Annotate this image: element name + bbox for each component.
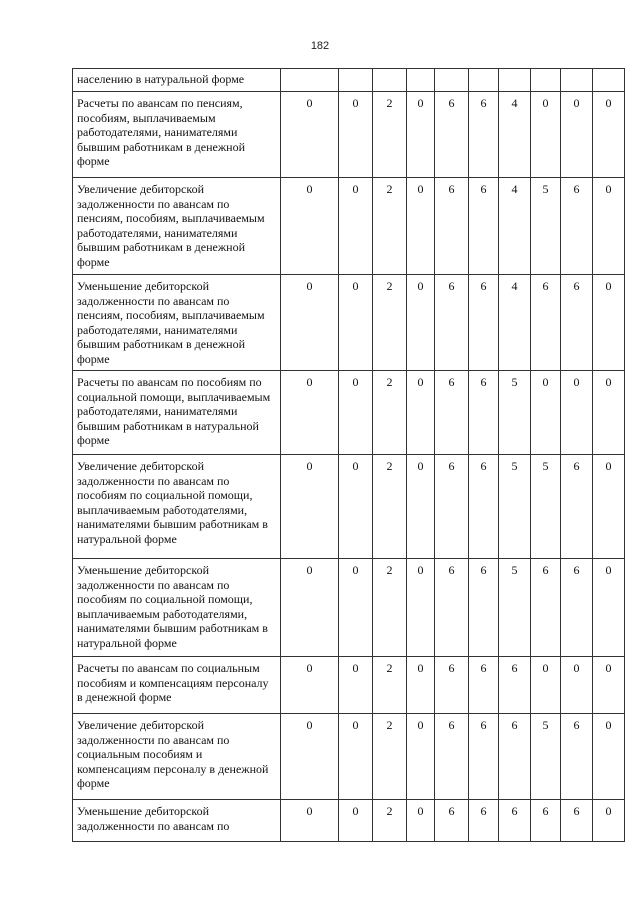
row-label: Уменьшение дебиторской задолженности по авансам по пенсиям, пособиям, выплачиваемым работодателями, нанимателями бывшим работникам в денежной форме <box>73 275 281 371</box>
row-label: Расчеты по авансам по социальным пособиям и компенсациям персоналу в денежной форме <box>73 657 281 714</box>
row-label: Увеличение дебиторской задолженности по авансам по социальным пособиям и компенсациям персоналу в денежной форме <box>73 714 281 800</box>
code-cell: 0 <box>281 371 339 455</box>
code-cell: 6 <box>561 275 593 371</box>
code-cell: 2 <box>373 559 407 657</box>
code-cell: 0 <box>281 559 339 657</box>
row-label: Увеличение дебиторской задолженности по авансам по пособиям по социальной помощи, выплачиваемым работодателями, нанимателями бывшим работникам в натуральной форме <box>73 455 281 559</box>
code-cell: 0 <box>339 800 373 842</box>
code-cell: 0 <box>593 559 625 657</box>
table-row <box>73 455 625 559</box>
code-cell <box>499 69 531 92</box>
code-cell <box>281 69 339 92</box>
table-row <box>73 178 625 275</box>
code-cell: 0 <box>407 92 435 178</box>
row-label: Расчеты по авансам по пособиям по социальной помощи, выплачиваемым работодателями, нанимателями бывшим работникам в натуральной форме <box>73 371 281 455</box>
code-cell: 0 <box>339 714 373 800</box>
code-cell <box>593 69 625 92</box>
code-cell: 6 <box>469 714 499 800</box>
code-cell: 0 <box>561 657 593 714</box>
code-cell: 6 <box>469 657 499 714</box>
row-label: населению в натуральной форме <box>73 69 281 92</box>
code-cell: 0 <box>593 275 625 371</box>
code-cell: 6 <box>499 800 531 842</box>
code-cell: 2 <box>373 178 407 275</box>
code-cell <box>469 69 499 92</box>
code-cell: 6 <box>531 559 561 657</box>
code-cell: 0 <box>281 800 339 842</box>
code-cell: 6 <box>499 657 531 714</box>
code-cell: 0 <box>339 455 373 559</box>
code-cell: 0 <box>281 714 339 800</box>
code-cell: 0 <box>407 559 435 657</box>
code-cell <box>435 69 469 92</box>
code-cell: 0 <box>339 657 373 714</box>
code-cell: 0 <box>281 178 339 275</box>
code-cell: 6 <box>469 559 499 657</box>
code-cell: 0 <box>339 559 373 657</box>
code-cell: 6 <box>561 559 593 657</box>
code-cell: 0 <box>281 275 339 371</box>
accounts-table <box>72 68 625 842</box>
code-cell: 6 <box>561 455 593 559</box>
code-cell: 6 <box>435 275 469 371</box>
code-cell: 6 <box>561 178 593 275</box>
code-cell: 0 <box>339 275 373 371</box>
code-cell: 5 <box>531 714 561 800</box>
table-row <box>73 92 625 178</box>
code-cell: 6 <box>435 559 469 657</box>
code-cell: 0 <box>407 275 435 371</box>
code-cell: 6 <box>561 714 593 800</box>
code-cell: 0 <box>407 800 435 842</box>
code-cell: 0 <box>281 92 339 178</box>
code-cell: 0 <box>593 455 625 559</box>
code-cell <box>531 69 561 92</box>
code-cell: 0 <box>593 800 625 842</box>
code-cell: 0 <box>561 92 593 178</box>
code-cell: 0 <box>407 455 435 559</box>
row-label: Увеличение дебиторской задолженности по авансам по пенсиям, пособиям, выплачиваемым работодателями, нанимателями бывшим работникам в денежной форме <box>73 178 281 275</box>
row-label: Расчеты по авансам по пенсиям, пособиям, выплачиваемым работодателями, нанимателями бывшим работникам в денежной форме <box>73 92 281 178</box>
table-row <box>73 657 625 714</box>
code-cell: 6 <box>435 455 469 559</box>
code-cell: 5 <box>531 455 561 559</box>
code-cell: 4 <box>499 178 531 275</box>
code-cell: 2 <box>373 275 407 371</box>
code-cell: 6 <box>435 714 469 800</box>
code-cell: 6 <box>435 657 469 714</box>
code-cell: 2 <box>373 714 407 800</box>
code-cell <box>407 69 435 92</box>
code-cell: 0 <box>407 371 435 455</box>
table-row <box>73 714 625 800</box>
code-cell: 6 <box>469 92 499 178</box>
code-cell: 6 <box>469 455 499 559</box>
code-cell: 6 <box>435 371 469 455</box>
code-cell: 2 <box>373 800 407 842</box>
code-cell: 6 <box>469 800 499 842</box>
code-cell: 5 <box>499 559 531 657</box>
code-cell: 6 <box>531 800 561 842</box>
code-cell: 0 <box>339 371 373 455</box>
table-row <box>73 371 625 455</box>
code-cell: 6 <box>499 714 531 800</box>
code-cell: 0 <box>339 178 373 275</box>
table-row <box>73 275 625 371</box>
code-cell: 6 <box>469 275 499 371</box>
table-row <box>73 69 625 92</box>
code-cell: 5 <box>531 178 561 275</box>
code-cell: 0 <box>593 714 625 800</box>
code-cell <box>373 69 407 92</box>
code-cell: 6 <box>435 92 469 178</box>
code-cell: 0 <box>407 714 435 800</box>
code-cell: 2 <box>373 455 407 559</box>
code-cell: 0 <box>407 657 435 714</box>
code-cell: 0 <box>339 92 373 178</box>
code-cell: 5 <box>499 371 531 455</box>
code-cell: 6 <box>469 371 499 455</box>
code-cell: 0 <box>281 455 339 559</box>
code-cell: 0 <box>531 371 561 455</box>
code-cell: 0 <box>561 371 593 455</box>
code-cell: 0 <box>593 92 625 178</box>
code-cell: 6 <box>561 800 593 842</box>
code-cell: 4 <box>499 92 531 178</box>
code-cell: 2 <box>373 371 407 455</box>
code-cell: 0 <box>531 657 561 714</box>
table-row <box>73 800 625 842</box>
code-cell: 2 <box>373 657 407 714</box>
row-label: Уменьшение дебиторской задолженности по авансам по пособиям по социальной помощи, выплачиваемым работодателями, нанимателями бывшим работникам в натуральной форме <box>73 559 281 657</box>
code-cell: 4 <box>499 275 531 371</box>
code-cell: 6 <box>435 178 469 275</box>
code-cell: 6 <box>531 275 561 371</box>
row-label: Уменьшение дебиторской задолженности по авансам по <box>73 800 281 842</box>
code-cell <box>561 69 593 92</box>
code-cell: 6 <box>435 800 469 842</box>
code-cell: 0 <box>593 657 625 714</box>
code-cell <box>339 69 373 92</box>
code-cell: 6 <box>469 178 499 275</box>
page-number: 182 <box>310 40 330 52</box>
code-cell: 0 <box>407 178 435 275</box>
code-cell: 0 <box>531 92 561 178</box>
table-row <box>73 559 625 657</box>
code-cell: 0 <box>593 178 625 275</box>
code-cell: 5 <box>499 455 531 559</box>
code-cell: 2 <box>373 92 407 178</box>
code-cell: 0 <box>281 657 339 714</box>
code-cell: 0 <box>593 371 625 455</box>
